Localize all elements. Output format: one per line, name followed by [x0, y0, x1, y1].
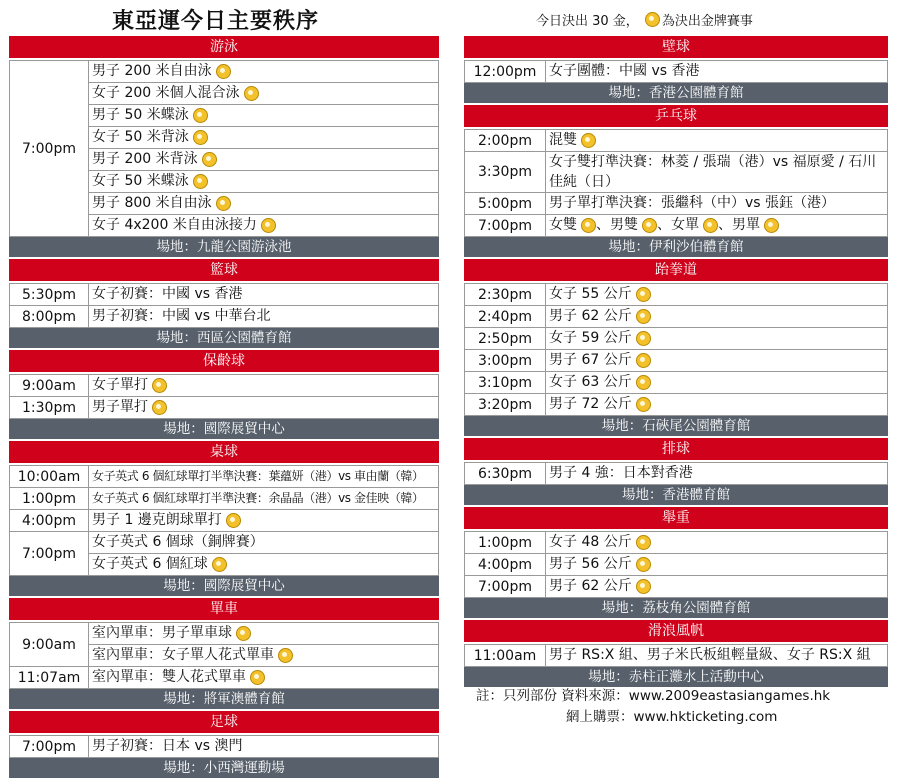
event-item: [546, 350, 887, 371]
footer-note: [476, 686, 830, 728]
event-time: 6:30pm: [465, 463, 546, 484]
event-time: 1:00pm: [10, 488, 89, 509]
event-item: [546, 215, 887, 236]
sport-section: [464, 438, 888, 505]
venue-label: 場地：赤柱正灘水上活動中心: [464, 667, 888, 687]
event-time: 3:20pm: [465, 394, 546, 415]
right-column: [464, 36, 888, 689]
event-name: 男子初賽：中國 vs 中華台北: [92, 308, 271, 324]
medal-icon: [645, 12, 660, 27]
event-time: 9:00am: [10, 623, 89, 666]
event-name: 女子 50 米背泳: [92, 129, 189, 145]
event-item: [546, 394, 887, 415]
medal-icon: [636, 535, 651, 550]
event-name: 男子 50 米蝶泳: [92, 107, 189, 123]
venue-label: 場地：將軍澳體育館: [9, 689, 439, 709]
sport-section: [9, 441, 439, 596]
medal-icon: [216, 196, 231, 211]
event-item: [89, 61, 438, 83]
event-part: 女雙: [549, 217, 577, 233]
event-list: [546, 152, 887, 192]
sport-header: 舉重: [464, 507, 888, 529]
sport-section: [464, 507, 888, 618]
page-title: 東亞運今日主要秩序: [112, 9, 320, 34]
medal-icon: [193, 108, 208, 123]
sport-section: [9, 598, 439, 709]
event-name: 男子 RS:X 組、男子米氏板組輕量級、女子 RS:X 組: [549, 647, 871, 663]
medal-icon: [764, 218, 779, 233]
event-name: 室內單車：女子單人花式單車: [92, 647, 274, 663]
event-time: 11:00am: [465, 645, 546, 666]
event-item: [546, 463, 887, 484]
footer-source: 註：只列部份 資料來源：www.2009eastasiangames.hk: [476, 688, 831, 704]
event-list: [89, 466, 438, 487]
event-time: 7:00pm: [10, 61, 89, 236]
schedule-row: [9, 667, 439, 689]
event-time: 2:40pm: [465, 306, 546, 327]
event-time: 11:07am: [10, 667, 89, 688]
event-item: [546, 532, 887, 553]
event-list: [546, 306, 887, 327]
schedule-row: [464, 554, 888, 576]
sport-section: [464, 620, 888, 687]
event-list: [546, 350, 887, 371]
schedule-row: [464, 193, 888, 215]
event-item: [89, 532, 438, 554]
event-list: [89, 532, 438, 575]
medal-legend: [536, 10, 753, 29]
event-list: [546, 372, 887, 393]
venue-label: 場地：國際展貿中心: [9, 576, 439, 596]
schedule-row: [9, 397, 439, 419]
event-time: 2:00pm: [465, 130, 546, 151]
event-time: 7:00pm: [10, 532, 89, 575]
event-item: [546, 284, 887, 305]
schedule-row: [9, 622, 439, 667]
event-name: 女子英式 6 個紅球: [92, 556, 208, 572]
schedule-row: [9, 283, 439, 306]
event-time: 2:50pm: [465, 328, 546, 349]
event-item: [546, 306, 887, 327]
event-time: 3:00pm: [465, 350, 546, 371]
event-name: 混雙: [549, 132, 577, 148]
event-item: [89, 667, 438, 688]
event-item: [546, 554, 887, 575]
medal-icon: [636, 397, 651, 412]
event-list: [546, 328, 887, 349]
event-item: [89, 193, 438, 215]
event-name: 女子 63 公斤: [549, 374, 632, 390]
schedule-row: [464, 328, 888, 350]
event-time: 1:30pm: [10, 397, 89, 418]
event-time: 4:00pm: [465, 554, 546, 575]
sport-section: [9, 711, 439, 778]
sport-section: [464, 36, 888, 103]
event-list: [89, 667, 438, 688]
event-item: [89, 105, 438, 127]
event-item: [546, 372, 887, 393]
event-time: 4:00pm: [10, 510, 89, 531]
event-name: 男子 4 強：日本對香港: [549, 465, 693, 481]
sport-section: [9, 350, 439, 439]
event-item: [89, 171, 438, 193]
medal-icon: [642, 218, 657, 233]
medal-icon: [250, 670, 265, 685]
schedule-row: [9, 488, 439, 510]
schedule-row: [464, 129, 888, 152]
event-time: 12:00pm: [465, 61, 546, 82]
medal-icon: [636, 309, 651, 324]
sport-section: [9, 36, 439, 257]
venue-label: 場地：荔枝角公園體育館: [464, 598, 888, 618]
event-name: 男子 800 米自由泳: [92, 195, 212, 211]
schedule-row: [9, 735, 439, 758]
event-list: [89, 623, 438, 666]
event-list: [546, 130, 887, 151]
sport-header: 游泳: [9, 36, 439, 58]
sport-header: 保齡球: [9, 350, 439, 372]
event-time: 10:00am: [10, 466, 89, 487]
event-name: 男子 200 米自由泳: [92, 63, 212, 79]
schedule-row: [9, 306, 439, 328]
event-time: 7:00pm: [465, 215, 546, 236]
event-item: [89, 284, 438, 305]
event-list: [89, 510, 438, 531]
event-name: 女子初賽：中國 vs 香港: [92, 286, 243, 302]
medal-icon: [202, 152, 217, 167]
event-name: 男子單打: [92, 399, 148, 415]
event-item: [89, 375, 438, 396]
legend-suffix: 為決出金牌賽事: [661, 14, 753, 29]
event-time: 2:30pm: [465, 284, 546, 305]
event-list: [546, 394, 887, 415]
sport-header: 籃球: [9, 259, 439, 281]
medal-icon: [636, 353, 651, 368]
event-item: [89, 645, 438, 666]
sport-header: 單車: [9, 598, 439, 620]
medal-icon: [636, 557, 651, 572]
event-list: [546, 463, 887, 484]
event-name: 男子 56 公斤: [549, 556, 632, 572]
schedule-row: [464, 152, 888, 193]
event-item: [546, 576, 887, 597]
event-name: 男子單打準決賽：張繼科（中）vs 張鈺（港）: [549, 195, 836, 211]
event-list: [89, 375, 438, 396]
venue-label: 場地：小西灣運動場: [9, 758, 439, 778]
schedule-row: [464, 576, 888, 598]
schedule-row: [464, 462, 888, 485]
event-part: 、男單: [718, 217, 760, 233]
schedule-row: [9, 60, 439, 237]
sport-section: [9, 259, 439, 348]
medal-icon: [226, 513, 241, 528]
schedule-row: [464, 531, 888, 554]
event-name: 男子 1 邊克朗球單打: [92, 512, 222, 528]
event-list: [546, 193, 887, 214]
schedule-row: [464, 215, 888, 237]
schedule-row: [9, 465, 439, 488]
sport-header: 跆拳道: [464, 259, 888, 281]
medal-icon: [193, 130, 208, 145]
event-list: [89, 306, 438, 327]
schedule-row: [464, 372, 888, 394]
event-part: 、女單: [657, 217, 699, 233]
event-name: 室內單車：雙人花式單車: [92, 669, 246, 685]
event-list: [546, 645, 887, 666]
event-item: [546, 328, 887, 349]
sport-header: 乒乓球: [464, 105, 888, 127]
event-name: 女子英式 6 個紅球單打半準決賽：余晶晶（港）vs 金佳映（韓）: [92, 491, 424, 505]
left-column: [9, 36, 439, 780]
venue-label: 場地：石硤尾公園體育館: [464, 416, 888, 436]
medal-icon: [581, 133, 596, 148]
event-name: 女子英式 6 個紅球單打半準決賽：葉蘊妍（港）vs 車由蘭（韓）: [92, 469, 424, 483]
schedule-row: [464, 644, 888, 667]
event-item: [89, 488, 438, 509]
event-name: 女子 50 米蝶泳: [92, 173, 189, 189]
medal-icon: [212, 557, 227, 572]
event-name: 男子 62 公斤: [549, 308, 632, 324]
venue-label: 場地：九龍公園游泳池: [9, 237, 439, 257]
schedule-row: [464, 306, 888, 328]
event-item: [546, 645, 887, 666]
schedule-row: [464, 60, 888, 83]
event-name: 室內單車：男子單車球: [92, 625, 232, 641]
schedule-row: [9, 532, 439, 576]
schedule-row: [464, 394, 888, 416]
event-name: 女子雙打準決賽：林菱 / 張瑞（港）vs 福原愛 / 石川佳純（日）: [549, 154, 877, 190]
event-item: [89, 127, 438, 149]
schedule-row: [464, 283, 888, 306]
medal-icon: [152, 378, 167, 393]
footer-ticketing: 網上購票：www.hkticketing.com: [566, 709, 778, 725]
event-item: [546, 152, 887, 192]
event-item: [89, 623, 438, 645]
event-item: [89, 83, 438, 105]
event-time: 7:00pm: [10, 736, 89, 757]
event-name: 女子 55 公斤: [549, 286, 632, 302]
legend-prefix: 今日決出 30 金，: [536, 14, 639, 29]
schedule-row: [464, 350, 888, 372]
event-item: [89, 149, 438, 171]
event-name: 女子單打: [92, 377, 148, 393]
event-item: [89, 736, 438, 757]
event-item: [89, 554, 438, 575]
event-time: 8:00pm: [10, 306, 89, 327]
event-item: [89, 215, 438, 236]
event-item: [546, 61, 887, 82]
event-list: [546, 576, 887, 597]
medal-icon: [636, 579, 651, 594]
event-time: 3:30pm: [465, 152, 546, 192]
event-name: 女子 59 公斤: [549, 330, 632, 346]
medal-icon: [236, 626, 251, 641]
event-list: [546, 554, 887, 575]
event-item: [89, 306, 438, 327]
event-time: 5:00pm: [465, 193, 546, 214]
sport-section: [464, 105, 888, 257]
event-name: 女子 4x200 米自由泳接力: [92, 217, 257, 233]
event-list: [89, 284, 438, 305]
medal-icon: [636, 287, 651, 302]
event-list: [546, 284, 887, 305]
medal-icon: [636, 375, 651, 390]
event-time: 7:00pm: [465, 576, 546, 597]
event-item: [89, 510, 438, 531]
event-item: [89, 397, 438, 418]
event-time: 1:00pm: [465, 532, 546, 553]
medal-icon: [244, 86, 259, 101]
venue-label: 場地：伊利沙伯體育館: [464, 237, 888, 257]
venue-label: 場地：香港體育館: [464, 485, 888, 505]
event-time: 3:10pm: [465, 372, 546, 393]
medal-icon: [278, 648, 293, 663]
event-list: [546, 61, 887, 82]
event-item: [89, 466, 438, 487]
schedule-row: [9, 374, 439, 397]
sport-header: 足球: [9, 711, 439, 733]
sport-header: 滑浪風帆: [464, 620, 888, 642]
sport-section: [464, 259, 888, 436]
event-item: [546, 193, 887, 214]
medal-icon: [216, 64, 231, 79]
event-list: [89, 736, 438, 757]
sport-header: 桌球: [9, 441, 439, 463]
event-time: 5:30pm: [10, 284, 89, 305]
event-list: [89, 61, 438, 236]
event-name: 女子團體：中國 vs 香港: [549, 63, 700, 79]
event-name: 男子初賽：日本 vs 澳門: [92, 738, 243, 754]
event-name: 女子英式 6 個球（銅牌賽）: [92, 534, 264, 550]
sport-header: 排球: [464, 438, 888, 460]
event-list: [546, 215, 887, 236]
event-name: 男子 67 公斤: [549, 352, 632, 368]
event-name: 男子 62 公斤: [549, 578, 632, 594]
medal-icon: [152, 400, 167, 415]
event-name: 女子 200 米個人混合泳: [92, 85, 240, 101]
medal-icon: [261, 218, 276, 233]
venue-label: 場地：國際展貿中心: [9, 419, 439, 439]
sport-header: 壁球: [464, 36, 888, 58]
event-name: 男子 200 米背泳: [92, 151, 198, 167]
schedule-row: [9, 510, 439, 532]
event-time: 9:00am: [10, 375, 89, 396]
event-name: 男子 72 公斤: [549, 396, 632, 412]
medal-icon: [581, 218, 596, 233]
venue-label: 場地：香港公園體育館: [464, 83, 888, 103]
event-item: [546, 130, 887, 151]
venue-label: 場地：西區公園體育館: [9, 328, 439, 348]
event-name: 女子 48 公斤: [549, 534, 632, 550]
event-list: [89, 397, 438, 418]
medal-icon: [193, 174, 208, 189]
event-part: 、男雙: [596, 217, 638, 233]
medal-icon: [703, 218, 718, 233]
medal-icon: [636, 331, 651, 346]
event-list: [546, 532, 887, 553]
event-list: [89, 488, 438, 509]
